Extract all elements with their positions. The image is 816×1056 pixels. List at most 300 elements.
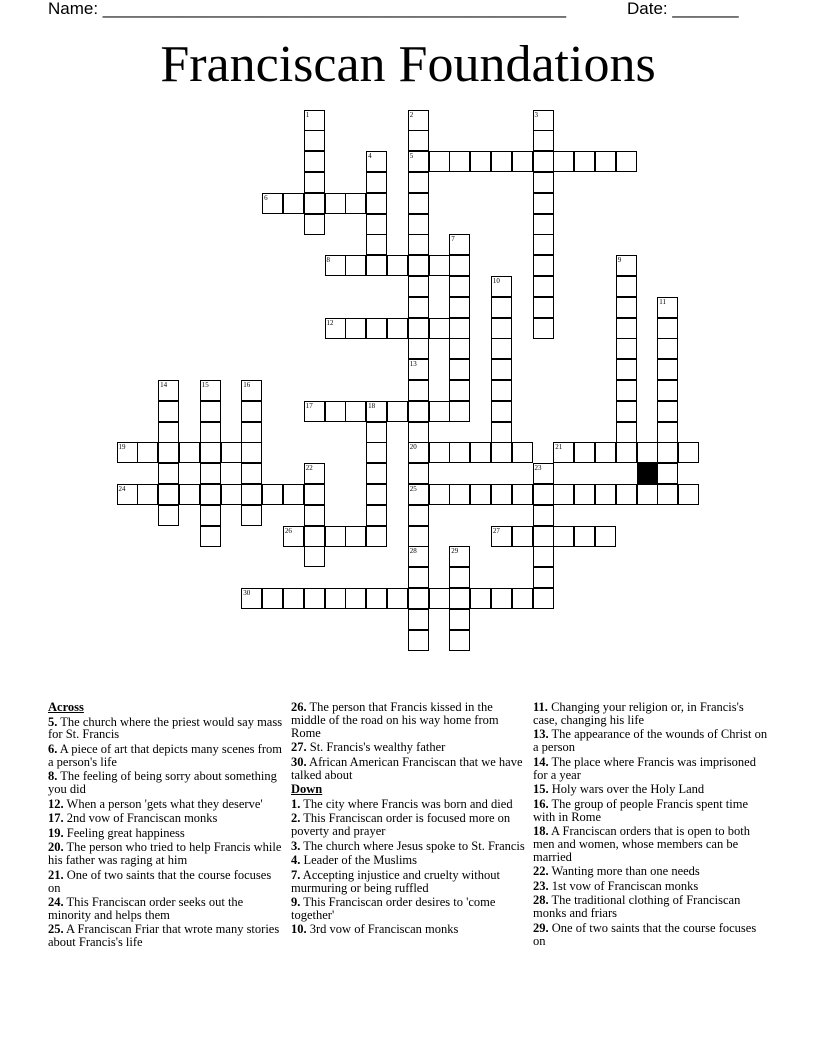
- grid-cell[interactable]: [470, 484, 491, 505]
- grid-cell[interactable]: [241, 401, 262, 422]
- grid-cell[interactable]: [657, 318, 678, 339]
- clue-item: [48, 812, 284, 825]
- clue-text: Changing your religion or, in Francis's case, changing his life: [533, 700, 744, 727]
- grid-cell[interactable]: [366, 193, 387, 214]
- clue-number: 23.: [533, 878, 549, 893]
- grid-clue-number: 13: [409, 360, 417, 369]
- clue-text: 2nd vow of Franciscan monks: [63, 811, 218, 826]
- clue-number: 8.: [48, 769, 58, 784]
- grid-cell[interactable]: [408, 567, 429, 588]
- clue-number: 22.: [533, 864, 549, 879]
- grid-cell[interactable]: [616, 380, 637, 401]
- grid-cell[interactable]: [304, 484, 325, 505]
- grid-clue-number: 12: [326, 318, 334, 327]
- clue-text: This Franciscan order seeks out the minority and helps them: [48, 895, 244, 922]
- clue-item: [291, 701, 527, 740]
- grid-clue-number: 16: [243, 380, 251, 389]
- clue-text: Wanting more than one needs: [548, 864, 700, 879]
- grid-cell[interactable]: [325, 193, 346, 214]
- grid-cell[interactable]: [179, 484, 200, 505]
- grid-cell[interactable]: [408, 234, 429, 255]
- grid-cell[interactable]: [408, 630, 429, 651]
- grid-cell[interactable]: [512, 151, 533, 172]
- grid-cell[interactable]: [408, 214, 429, 235]
- grid-cell[interactable]: [408, 172, 429, 193]
- clue-text: Accepting injustice and cruelty without murmuring or being ruffled: [291, 867, 500, 895]
- grid-cell[interactable]: [304, 130, 325, 151]
- clue-number: 14.: [533, 754, 549, 769]
- grid-cell[interactable]: [366, 318, 387, 339]
- grid-cell[interactable]: [449, 401, 470, 422]
- grid-cell[interactable]: [158, 463, 179, 484]
- clue-number: 7.: [291, 867, 301, 882]
- grid-cell[interactable]: [449, 255, 470, 276]
- name-label: Name:: [48, 0, 103, 18]
- grid-cell[interactable]: [366, 484, 387, 505]
- clue-text: This Franciscan order desires to 'come together': [291, 895, 496, 922]
- grid-cell[interactable]: [200, 463, 221, 484]
- grid-cell[interactable]: [345, 318, 366, 339]
- clue-number: 24.: [48, 895, 64, 910]
- grid-cell[interactable]: [408, 422, 429, 443]
- grid-cell[interactable]: [241, 484, 262, 505]
- grid-cell[interactable]: [408, 318, 429, 339]
- grid-clue-number: 25: [409, 484, 417, 493]
- grid-cell[interactable]: [387, 588, 408, 609]
- grid-cell[interactable]: [512, 484, 533, 505]
- grid-cell[interactable]: [200, 422, 221, 443]
- clue-item: [291, 869, 527, 895]
- clue-item: [533, 798, 769, 824]
- grid-cell[interactable]: [616, 297, 637, 318]
- grid-cell[interactable]: [408, 193, 429, 214]
- name-blank[interactable]: _________________________________________________: [102, 0, 567, 18]
- grid-cell[interactable]: [449, 380, 470, 401]
- grid-cell[interactable]: [533, 318, 554, 339]
- clue-text: The city where Francis was born and died: [300, 796, 513, 811]
- grid-cell[interactable]: [325, 401, 346, 422]
- grid-cell[interactable]: [533, 567, 554, 588]
- grid-cell[interactable]: [429, 588, 450, 609]
- grid-cell[interactable]: [158, 505, 179, 526]
- grid-cell[interactable]: [158, 401, 179, 422]
- grid-cell[interactable]: [616, 359, 637, 380]
- grid-cell[interactable]: [345, 193, 366, 214]
- grid-cell[interactable]: [533, 297, 554, 318]
- clue-number: 17.: [48, 811, 64, 826]
- clue-text: The place where Francis was imprisoned for a year: [533, 754, 756, 782]
- grid-clue-number: 1: [305, 110, 310, 119]
- grid-cell[interactable]: [408, 276, 429, 297]
- grid-cell[interactable]: [283, 484, 304, 505]
- clue-number: 19.: [48, 825, 64, 840]
- grid-cell[interactable]: [574, 442, 595, 463]
- clue-text: The appearance of the wounds of Christ on a person: [533, 727, 768, 755]
- clue-item: [533, 701, 769, 727]
- grid-cell[interactable]: [657, 463, 678, 484]
- grid-cell[interactable]: [574, 151, 595, 172]
- clue-item: [48, 827, 284, 840]
- clues-column-3: [533, 701, 769, 949]
- grid-cell[interactable]: [470, 588, 491, 609]
- grid-cell[interactable]: [491, 380, 512, 401]
- grid-cell[interactable]: [533, 276, 554, 297]
- grid-cell[interactable]: [200, 442, 221, 463]
- grid-cell[interactable]: [283, 193, 304, 214]
- grid-cell[interactable]: [304, 151, 325, 172]
- grid-cell[interactable]: [158, 442, 179, 463]
- clue-item: [291, 756, 527, 782]
- grid-cell[interactable]: [491, 338, 512, 359]
- clue-item: [533, 894, 769, 920]
- clue-number: 3.: [291, 838, 301, 853]
- grid-cell[interactable]: [533, 255, 554, 276]
- grid-cell[interactable]: [637, 442, 658, 463]
- grid-cell[interactable]: [408, 526, 429, 547]
- clue-number: 11.: [533, 700, 548, 714]
- grid-cell[interactable]: [408, 130, 429, 151]
- grid-cell[interactable]: [678, 484, 699, 505]
- grid-cell[interactable]: [200, 505, 221, 526]
- grid-cell[interactable]: [408, 588, 429, 609]
- grid-clue-number: 29: [451, 547, 459, 556]
- clue-number: 30.: [291, 754, 307, 769]
- grid-cell[interactable]: [553, 484, 574, 505]
- grid-clue-number: 2: [409, 110, 414, 119]
- grid-cell[interactable]: [325, 588, 346, 609]
- grid-cell[interactable]: [533, 234, 554, 255]
- clue-item: [291, 840, 527, 853]
- grid-cell[interactable]: [408, 505, 429, 526]
- grid-cell[interactable]: [366, 422, 387, 443]
- grid-cell[interactable]: [241, 463, 262, 484]
- grid-cell[interactable]: [449, 297, 470, 318]
- clue-text: St. Francis's wealthy father: [306, 740, 446, 755]
- clue-item: [533, 825, 769, 864]
- grid-clue-number: 22: [305, 464, 313, 473]
- grid-cell[interactable]: [553, 151, 574, 172]
- grid-cell[interactable]: [533, 151, 554, 172]
- grid-cell[interactable]: [429, 318, 450, 339]
- clue-number: 10.: [291, 922, 307, 937]
- clue-item: [533, 922, 769, 948]
- grid-cell[interactable]: [345, 526, 366, 547]
- grid-clue-number: 17: [305, 401, 313, 410]
- clue-item: [48, 716, 284, 742]
- grid-cell[interactable]: [366, 588, 387, 609]
- grid-cell[interactable]: [574, 484, 595, 505]
- clue-text: 1st vow of Franciscan monks: [548, 878, 699, 893]
- clue-number: 1.: [291, 796, 301, 811]
- clue-item: [48, 770, 284, 796]
- clue-text: A piece of art that depicts many scenes from a person's life: [48, 741, 282, 769]
- grid-cell[interactable]: [449, 567, 470, 588]
- grid-cell[interactable]: [657, 338, 678, 359]
- grid-clue-number: 20: [409, 443, 417, 452]
- clue-item: [291, 741, 527, 754]
- grid-cell[interactable]: [657, 484, 678, 505]
- clue-item: [48, 923, 284, 949]
- grid-cell[interactable]: [533, 505, 554, 526]
- grid-cell[interactable]: [574, 526, 595, 547]
- grid-cell[interactable]: [304, 546, 325, 567]
- clue-number: 27.: [291, 740, 307, 755]
- grid-cell[interactable]: [449, 442, 470, 463]
- grid-clue-number: 7: [451, 235, 455, 244]
- black-square: [637, 463, 658, 484]
- grid-cell[interactable]: [429, 255, 450, 276]
- grid-cell[interactable]: [553, 526, 574, 547]
- grid-cell[interactable]: [429, 484, 450, 505]
- grid-cell[interactable]: [491, 151, 512, 172]
- grid-cell[interactable]: [241, 442, 262, 463]
- grid-cell[interactable]: [283, 588, 304, 609]
- clue-text: African American Franciscan that we have talked about: [291, 754, 523, 782]
- grid-clue-number: 11: [659, 297, 667, 306]
- grid-clue-number: 23: [534, 464, 542, 473]
- grid-cell[interactable]: [657, 380, 678, 401]
- grid-cell[interactable]: [429, 401, 450, 422]
- grid-cell[interactable]: [533, 193, 554, 214]
- grid-cell[interactable]: [387, 255, 408, 276]
- grid-cell[interactable]: [304, 588, 325, 609]
- grid-cell[interactable]: [512, 442, 533, 463]
- grid-cell[interactable]: [616, 276, 637, 297]
- grid-cell[interactable]: [595, 484, 616, 505]
- grid-cell[interactable]: [449, 609, 470, 630]
- grid-cell[interactable]: [387, 401, 408, 422]
- grid-clue-number: 30: [243, 588, 251, 597]
- grid-cell[interactable]: [408, 297, 429, 318]
- grid-cell[interactable]: [449, 630, 470, 651]
- clue-item: [533, 880, 769, 893]
- grid-cell[interactable]: [678, 442, 699, 463]
- grid-cell[interactable]: [595, 526, 616, 547]
- across-heading: Across: [48, 700, 84, 714]
- clue-item: [533, 728, 769, 754]
- date-blank[interactable]: _______: [672, 0, 739, 18]
- grid-cell[interactable]: [304, 193, 325, 214]
- grid-cell[interactable]: [366, 172, 387, 193]
- grid-cell[interactable]: [616, 484, 637, 505]
- grid-cell[interactable]: [616, 422, 637, 443]
- grid-cell[interactable]: [533, 172, 554, 193]
- grid-cell[interactable]: [449, 359, 470, 380]
- grid-cell[interactable]: [616, 401, 637, 422]
- clue-number: 9.: [291, 895, 301, 910]
- grid-cell[interactable]: [304, 505, 325, 526]
- grid-cell[interactable]: [137, 442, 158, 463]
- clue-text: When a person 'gets what they deserve': [63, 796, 263, 811]
- clue-number: 18.: [533, 824, 549, 839]
- clue-item: [48, 743, 284, 769]
- grid-cell[interactable]: [657, 401, 678, 422]
- grid-cell[interactable]: [449, 318, 470, 339]
- grid-cell[interactable]: [241, 422, 262, 443]
- grid-cell[interactable]: [533, 214, 554, 235]
- clues-column-2: [291, 701, 527, 938]
- grid-cell[interactable]: [345, 588, 366, 609]
- clue-text: 3rd vow of Franciscan monks: [306, 922, 459, 937]
- grid-clue-number: 28: [409, 547, 417, 556]
- clue-number: 2.: [291, 811, 301, 826]
- clue-item: [48, 841, 284, 867]
- grid-cell[interactable]: [616, 151, 637, 172]
- grid-cell[interactable]: [408, 255, 429, 276]
- clue-number: 5.: [48, 714, 58, 729]
- grid-clue-number: 3: [534, 110, 538, 119]
- clue-number: 21.: [48, 867, 64, 882]
- grid-cell[interactable]: [366, 255, 387, 276]
- grid-clue-number: 9: [617, 256, 622, 265]
- grid-cell[interactable]: [470, 442, 491, 463]
- clue-text: Leader of the Muslims: [300, 853, 418, 868]
- grid-cell[interactable]: [241, 505, 262, 526]
- grid-cell[interactable]: [491, 422, 512, 443]
- grid-cell[interactable]: [179, 442, 200, 463]
- grid-cell[interactable]: [595, 442, 616, 463]
- grid-cell[interactable]: [533, 526, 554, 547]
- clue-text: The church where the priest would say mass for St. Francis: [48, 714, 283, 742]
- grid-cell[interactable]: [345, 255, 366, 276]
- clue-text: The church where Jesus spoke to St. Francis: [300, 838, 525, 853]
- grid-clue-number: 18: [368, 401, 376, 410]
- clue-text: Feeling great happiness: [63, 825, 185, 840]
- grid-cell[interactable]: [429, 151, 450, 172]
- grid-cell[interactable]: [533, 484, 554, 505]
- grid-cell[interactable]: [449, 276, 470, 297]
- clue-text: A Franciscan orders that is open to both men and women, whose members can be married: [533, 824, 750, 864]
- grid-cell[interactable]: [657, 359, 678, 380]
- clue-item: [533, 865, 769, 878]
- grid-cell[interactable]: [366, 526, 387, 547]
- grid-cell[interactable]: [491, 318, 512, 339]
- clue-text: One of two saints that the course focuses on: [48, 867, 272, 895]
- grid-cell[interactable]: [221, 442, 242, 463]
- grid-cell[interactable]: [200, 401, 221, 422]
- grid-cell[interactable]: [200, 484, 221, 505]
- clue-item: [291, 854, 527, 867]
- clue-number: 6.: [48, 741, 58, 756]
- clue-item: [48, 896, 284, 922]
- grid-cell[interactable]: [512, 588, 533, 609]
- grid-cell[interactable]: [491, 297, 512, 318]
- grid-clue-number: 21: [555, 443, 563, 452]
- grid-cell[interactable]: [491, 484, 512, 505]
- grid-cell[interactable]: [158, 422, 179, 443]
- grid-cell[interactable]: [491, 588, 512, 609]
- clue-item: [48, 798, 284, 811]
- clue-number: 12.: [48, 796, 64, 811]
- grid-clue-number: 15: [201, 380, 209, 389]
- grid-clue-number: 5: [409, 152, 414, 161]
- clue-text: One of two saints that the course focuses on: [533, 920, 757, 948]
- grid-cell[interactable]: [408, 609, 429, 630]
- clue-number: 16.: [533, 796, 549, 811]
- grid-cell[interactable]: [304, 172, 325, 193]
- grid-cell[interactable]: [533, 130, 554, 151]
- grid-clue-number: 24: [118, 484, 126, 493]
- grid-cell[interactable]: [345, 401, 366, 422]
- grid-cell[interactable]: [429, 442, 450, 463]
- clue-number: 20.: [48, 840, 64, 855]
- grid-cell[interactable]: [449, 484, 470, 505]
- grid-cell[interactable]: [595, 151, 616, 172]
- grid-cell[interactable]: [137, 484, 158, 505]
- clue-text: Holy wars over the Holy Land: [548, 782, 705, 797]
- grid-cell[interactable]: [262, 484, 283, 505]
- grid-clue-number: 14: [160, 380, 168, 389]
- clues-column-1: [48, 701, 284, 951]
- grid-cell[interactable]: [449, 338, 470, 359]
- date-label: Date:: [627, 0, 673, 18]
- grid-cell[interactable]: [491, 401, 512, 422]
- grid-cell[interactable]: [366, 463, 387, 484]
- grid-cell[interactable]: [262, 588, 283, 609]
- grid-cell[interactable]: [304, 214, 325, 235]
- grid-cell[interactable]: [491, 359, 512, 380]
- grid-cell[interactable]: [408, 338, 429, 359]
- grid-cell[interactable]: [325, 526, 346, 547]
- grid-clue-number: 4: [368, 152, 372, 161]
- grid-cell[interactable]: [657, 442, 678, 463]
- grid-cell[interactable]: [366, 234, 387, 255]
- grid-cell[interactable]: [449, 588, 470, 609]
- clue-text: The traditional clothing of Franciscan monks and friars: [533, 893, 741, 921]
- clue-number: 15.: [533, 782, 549, 797]
- clue-number: 13.: [533, 727, 549, 742]
- clue-text: The person who tried to help Francis while his father was raging at him: [48, 840, 282, 868]
- grid-cell[interactable]: [533, 588, 554, 609]
- grid-cell[interactable]: [657, 422, 678, 443]
- grid-cell[interactable]: [637, 484, 658, 505]
- grid-cell[interactable]: [449, 151, 470, 172]
- clue-text: A Franciscan Friar that wrote many stories about Francis's life: [48, 922, 280, 950]
- grid-cell[interactable]: [158, 484, 179, 505]
- clue-text: The person that Francis kissed in the middle of the road on his way home from Rome: [291, 700, 499, 740]
- grid-cell[interactable]: [616, 442, 637, 463]
- clue-number: 25.: [48, 922, 64, 937]
- grid-cell[interactable]: [616, 338, 637, 359]
- clue-item: [533, 756, 769, 782]
- page-title: Franciscan Foundations: [160, 36, 656, 93]
- grid-cell[interactable]: [366, 442, 387, 463]
- grid-clue-number: 8: [326, 256, 330, 265]
- grid-clue-number: 6: [264, 193, 268, 202]
- clue-item: [291, 812, 527, 838]
- grid-cell[interactable]: [366, 505, 387, 526]
- grid-cell[interactable]: [491, 442, 512, 463]
- grid-cell[interactable]: [512, 526, 533, 547]
- grid-cell[interactable]: [408, 380, 429, 401]
- grid-cell[interactable]: [616, 318, 637, 339]
- grid-cell[interactable]: [200, 526, 221, 547]
- grid-cell[interactable]: [221, 484, 242, 505]
- grid-cell[interactable]: [470, 151, 491, 172]
- grid-cell[interactable]: [533, 546, 554, 567]
- grid-cell[interactable]: [408, 463, 429, 484]
- grid-cell[interactable]: [387, 318, 408, 339]
- clue-text: This Franciscan order is focused more on poverty and prayer: [291, 811, 511, 839]
- grid-cell[interactable]: [408, 401, 429, 422]
- grid-cell[interactable]: [366, 214, 387, 235]
- clue-item: [291, 896, 527, 922]
- clue-number: 4.: [291, 853, 301, 868]
- grid-cell[interactable]: [304, 526, 325, 547]
- grid-clue-number: 19: [118, 443, 126, 452]
- grid-clue-number: 26: [284, 526, 292, 535]
- clue-number: 29.: [533, 920, 549, 935]
